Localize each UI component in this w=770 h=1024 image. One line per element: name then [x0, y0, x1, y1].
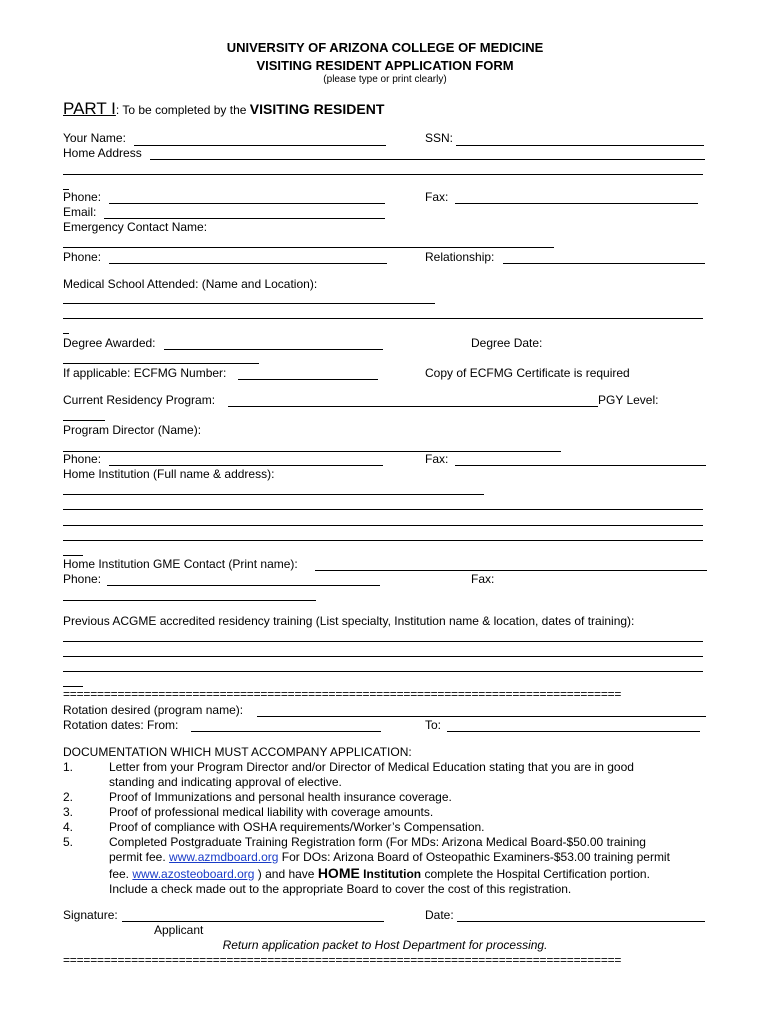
rotation-desired-field[interactable]	[257, 716, 706, 717]
home-institution-field-line5[interactable]	[63, 555, 83, 556]
doc-item5-text-d: ) and have	[254, 867, 318, 881]
doc-item5-line2	[109, 850, 670, 864]
emergency-contact-label: Emergency Contact Name:	[63, 220, 208, 234]
part-one-emphasis: VISITING RESIDENT	[249, 101, 385, 117]
degree-date-label: Degree Date:	[471, 336, 543, 350]
your-name-field[interactable]	[134, 145, 386, 146]
doc-item5-text-a: permit fee.	[109, 850, 170, 864]
home-institution-label: Home Institution (Full name & address):	[63, 467, 275, 481]
previous-acgme-field-line2[interactable]	[63, 656, 703, 657]
doc-item5-text-b: For DOs: Arizona Board of Osteopathic Examiners-$53.00 training permit	[278, 850, 670, 864]
section-separator: ==================================================================================	[63, 687, 622, 701]
current-residency-field[interactable]	[228, 406, 598, 407]
gme-contact-field[interactable]	[315, 570, 707, 571]
program-director-field[interactable]	[63, 451, 561, 452]
home-address-label: Home Address	[63, 146, 142, 160]
email-field[interactable]	[104, 218, 385, 219]
gme-fax-field[interactable]	[63, 600, 316, 601]
doc-item5-text-e: complete the Hospital Certification portion.	[421, 867, 650, 881]
medical-school-field[interactable]	[63, 303, 435, 304]
form-institution-title: UNIVERSITY OF ARIZONA COLLEGE OF MEDICINE	[226, 40, 544, 55]
medical-school-field-line3[interactable]	[63, 333, 69, 334]
signature-label: Signature:	[63, 908, 118, 922]
doc-item-text: Completed Postgraduate Training Registration form (For MDs: Arizona Medical Board-$50.00 training	[109, 835, 646, 849]
rotation-to-label: To:	[425, 718, 442, 732]
azmdboard-link[interactable]: www.azmdboard.org	[169, 850, 279, 864]
previous-acgme-field[interactable]	[63, 641, 703, 642]
director-fax-label: Fax:	[425, 452, 449, 466]
home-institution-field-line3[interactable]	[63, 525, 703, 526]
rotation-dates-label: Rotation dates: From:	[63, 718, 179, 732]
pgy-level-field[interactable]	[63, 420, 105, 421]
home-address-field-line2[interactable]	[63, 174, 703, 175]
previous-acgme-field-line3[interactable]	[63, 671, 703, 672]
degree-awarded-label: Degree Awarded:	[63, 336, 156, 350]
emergency-contact-field[interactable]	[63, 247, 554, 248]
gme-phone-field[interactable]	[107, 585, 380, 586]
doc-item5-line4: Include a check made out to the appropriate Board to cover the cost of this registration.	[109, 882, 572, 896]
azosteoboard-link[interactable]: www.azosteoboard.org	[132, 867, 255, 881]
fax-label: Fax:	[425, 190, 449, 204]
ecfmg-number-field[interactable]	[238, 379, 378, 380]
phone-field[interactable]	[109, 203, 385, 204]
emergency-phone-field[interactable]	[109, 263, 387, 264]
signature-date-field[interactable]	[457, 921, 705, 922]
doc-item-text: Letter from your Program Director and/or Director of Medical Education stating that you are in good	[109, 760, 634, 774]
doc-item-text: Proof of Immunizations and personal health insurance coverage.	[109, 790, 452, 804]
fax-field[interactable]	[455, 203, 698, 204]
ecfmg-certificate-note: Copy of ECFMG Certificate is required	[425, 366, 630, 380]
documentation-heading: DOCUMENTATION WHICH MUST ACCOMPANY APPLICATION:	[63, 745, 412, 759]
rotation-from-field[interactable]	[191, 731, 381, 732]
part-one-heading	[63, 100, 384, 119]
your-name-label: Your Name:	[63, 131, 126, 145]
gme-contact-label: Home Institution GME Contact (Print name):	[63, 557, 298, 571]
previous-acgme-label: Previous ACGME accredited residency training (List specialty, Institution name & location, dates of training):	[63, 614, 635, 628]
home-institution-field-line4[interactable]	[63, 540, 703, 541]
pgy-level-label: PGY Level:	[598, 393, 659, 407]
return-instruction: Return application packet to Host Department for processing.	[222, 938, 548, 952]
home-address-field[interactable]	[150, 159, 705, 160]
doc-item-number: 4.	[63, 820, 74, 834]
doc-item-number: 2.	[63, 790, 74, 804]
director-fax-field[interactable]	[455, 465, 706, 466]
ssn-field[interactable]	[456, 145, 704, 146]
applicant-caption: Applicant	[154, 923, 204, 937]
signature-field[interactable]	[122, 921, 384, 922]
form-instruction-note: (please type or print clearly)	[323, 74, 447, 85]
doc-item-number: 3.	[63, 805, 74, 819]
doc-item-number: 1.	[63, 760, 74, 774]
signature-date-label: Date:	[425, 908, 454, 922]
doc-item5-text-c: fee.	[109, 867, 133, 881]
rotation-to-field[interactable]	[447, 731, 700, 732]
part-one-text: : To be completed by the	[115, 103, 250, 117]
director-phone-label: Phone:	[63, 452, 102, 466]
degree-awarded-field[interactable]	[164, 349, 383, 350]
gme-phone-label: Phone:	[63, 572, 102, 586]
part-one-label: PART I	[63, 99, 116, 118]
emergency-phone-label: Phone:	[63, 250, 102, 264]
doc-item-text: Proof of professional medical liability with coverage amounts.	[109, 805, 434, 819]
degree-date-field[interactable]	[63, 363, 259, 364]
doc-item5-line3	[109, 866, 650, 882]
doc-item-number: 5.	[63, 835, 74, 849]
bottom-separator: ==================================================================================	[63, 953, 622, 967]
current-residency-label: Current Residency Program:	[63, 393, 216, 407]
rotation-desired-label: Rotation desired (program name):	[63, 703, 244, 717]
ecfmg-number-label: If applicable: ECFMG Number:	[63, 366, 227, 380]
medical-school-label: Medical School Attended: (Name and Location):	[63, 277, 318, 291]
director-phone-field[interactable]	[109, 465, 383, 466]
relationship-label: Relationship:	[425, 250, 495, 264]
form-title: VISITING RESIDENT APPLICATION FORM	[256, 58, 514, 73]
gme-fax-label: Fax:	[471, 572, 495, 586]
home-institution-field-line2[interactable]	[63, 509, 703, 510]
doc-item-text: standing and indicating approval of elective.	[109, 775, 342, 789]
doc-item5-home: HOME	[317, 865, 360, 881]
email-label: Email:	[63, 205, 97, 219]
doc-item5-institution: Institution	[359, 867, 422, 881]
home-institution-field[interactable]	[63, 494, 484, 495]
program-director-label: Program Director (Name):	[63, 423, 202, 437]
ssn-label: SSN:	[425, 131, 454, 145]
medical-school-field-line2[interactable]	[63, 318, 703, 319]
phone-label: Phone:	[63, 190, 102, 204]
doc-item-text: Proof of compliance with OSHA requirements/Worker’s Compensation.	[109, 820, 485, 834]
relationship-field[interactable]	[503, 263, 705, 264]
